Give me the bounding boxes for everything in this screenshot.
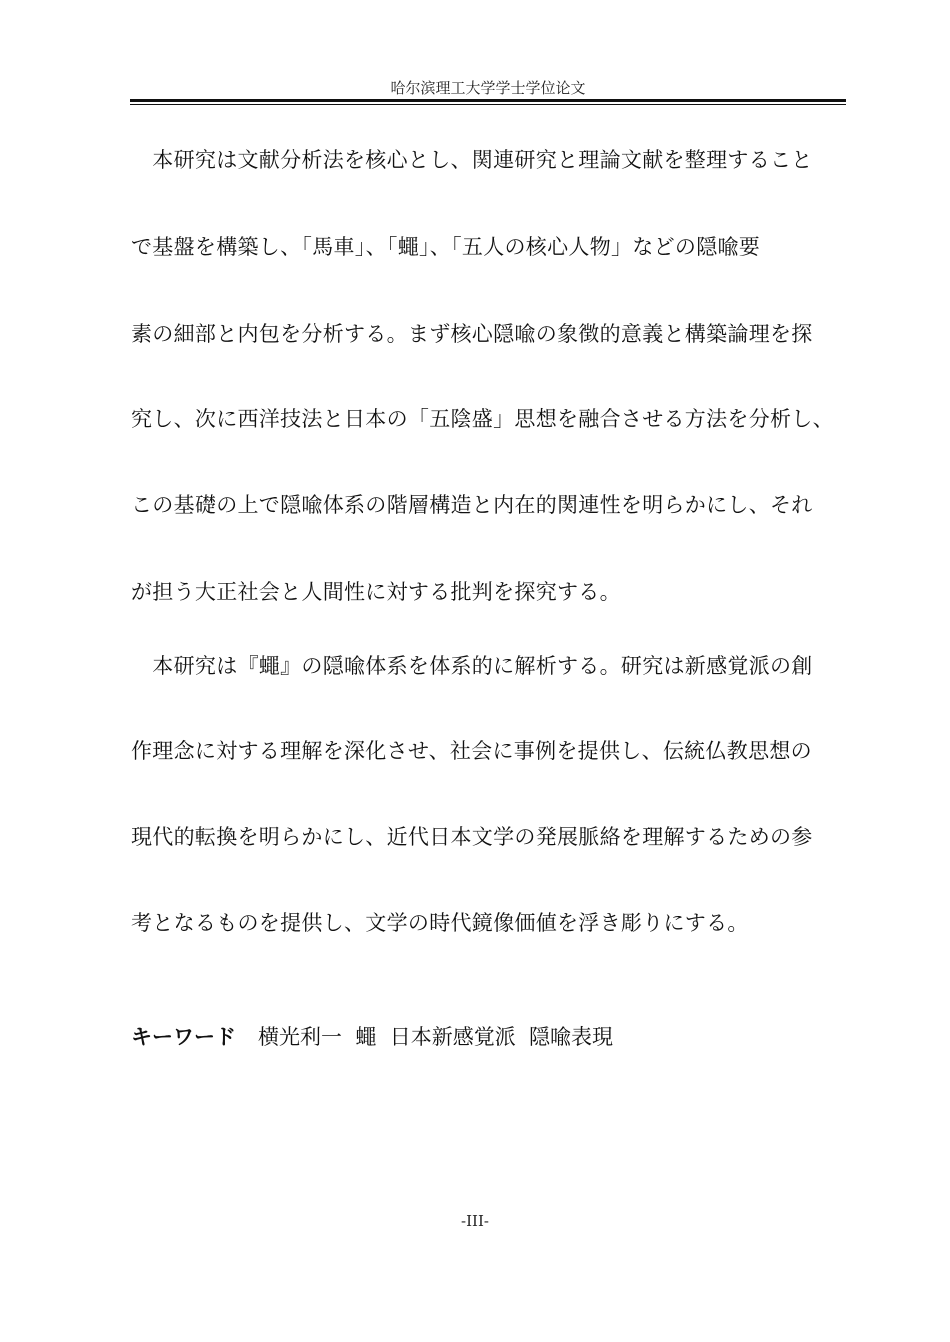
paragraph-line: で基盤を構築し、「馬車」、「蠅」、「五人の核心人物」などの隠喩要	[131, 235, 761, 259]
keywords-line	[131, 1024, 613, 1050]
header-rule-thick	[130, 99, 846, 102]
paragraph-line: 現代的転換を明らかにし、近代日本文学の発展脈絡を理解するための参	[131, 825, 813, 849]
paragraph-line: が担う大正社会と人間性に対する批判を探究する。	[131, 580, 621, 604]
header-rule-thin	[130, 104, 846, 105]
keywords-label: キーワード	[131, 1025, 236, 1049]
paragraph-line: 究し、次に西洋技法と日本の「五陰盛」思想を融合させる方法を分析し、	[131, 407, 834, 431]
paragraph-line: 本研究は『蠅』の隠喩体系を体系的に解析する。研究は新感覚派の創	[131, 654, 813, 678]
running-header: 哈尔滨理工大学学士学位论文	[390, 79, 586, 97]
paragraph-line: 素の細部と内包を分析する。まず核心隠喩の象徴的意義と構築論理を探	[131, 322, 813, 346]
paragraph-line: 作理念に対する理解を深化させ、社会に事例を提供し、伝統仏教思想の	[131, 739, 812, 763]
keywords-value: 横光利一 蠅 日本新感覚派 隠喩表現	[258, 1025, 614, 1049]
paragraph-line: この基礎の上で隠喩体系の階層構造と内在的関連性を明らかにし、それ	[131, 493, 813, 517]
paragraph-line: 考となるものを提供し、文学の時代鏡像価値を浮き彫りにする。	[131, 911, 749, 935]
page-number: -III-	[461, 1212, 489, 1230]
paragraph-line: 本研究は文献分析法を核心とし、関連研究と理論文献を整理すること	[131, 148, 813, 172]
